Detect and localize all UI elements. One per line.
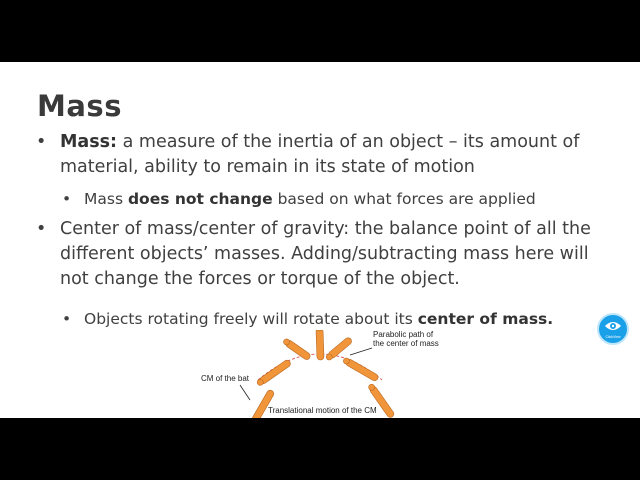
path-arrow xyxy=(350,348,372,355)
term-mass: Mass: xyxy=(60,132,118,152)
eye-icon xyxy=(604,319,622,333)
label-parabolic-path: Parabolic path of the center of mass xyxy=(373,330,439,348)
bullet-center-of-mass xyxy=(36,217,620,292)
slide xyxy=(0,62,640,418)
cm-arrow xyxy=(240,385,250,400)
sub-bullet-rotation: • Objects rotating freely will rotate about its center of mass. xyxy=(62,310,554,328)
bullet-dot: • xyxy=(62,190,72,208)
bat xyxy=(325,336,353,361)
label-translational-motion: Translational motion of the CM xyxy=(268,406,377,415)
label-cm-of-bat: CM of the bat xyxy=(201,374,250,383)
bat xyxy=(282,337,311,361)
center-of-mass-text: Center of mass/center of gravity: the balance point of all the different objects’ masses. Adding/subtracting mass here will not change the forces or torque of the object. xyxy=(60,219,591,289)
bat xyxy=(256,359,292,387)
bullet-mass xyxy=(36,130,600,180)
bat xyxy=(316,330,324,360)
bat xyxy=(342,356,379,382)
mass-definition: a measure of the inertia of an object – its amount of material, ability to remain in its state of motion xyxy=(60,132,580,177)
badge-label: ClickView xyxy=(605,335,621,339)
bat-diagram xyxy=(200,330,450,418)
bullet-dot: • xyxy=(36,219,47,239)
sub-bullet-mass: • Mass does not change based on what forces are applied xyxy=(62,190,536,208)
clickview-badge[interactable] xyxy=(597,313,629,345)
bullet-dot: • xyxy=(62,310,72,328)
bullet-dot: • xyxy=(36,132,47,152)
slide-title: Mass xyxy=(37,89,122,123)
